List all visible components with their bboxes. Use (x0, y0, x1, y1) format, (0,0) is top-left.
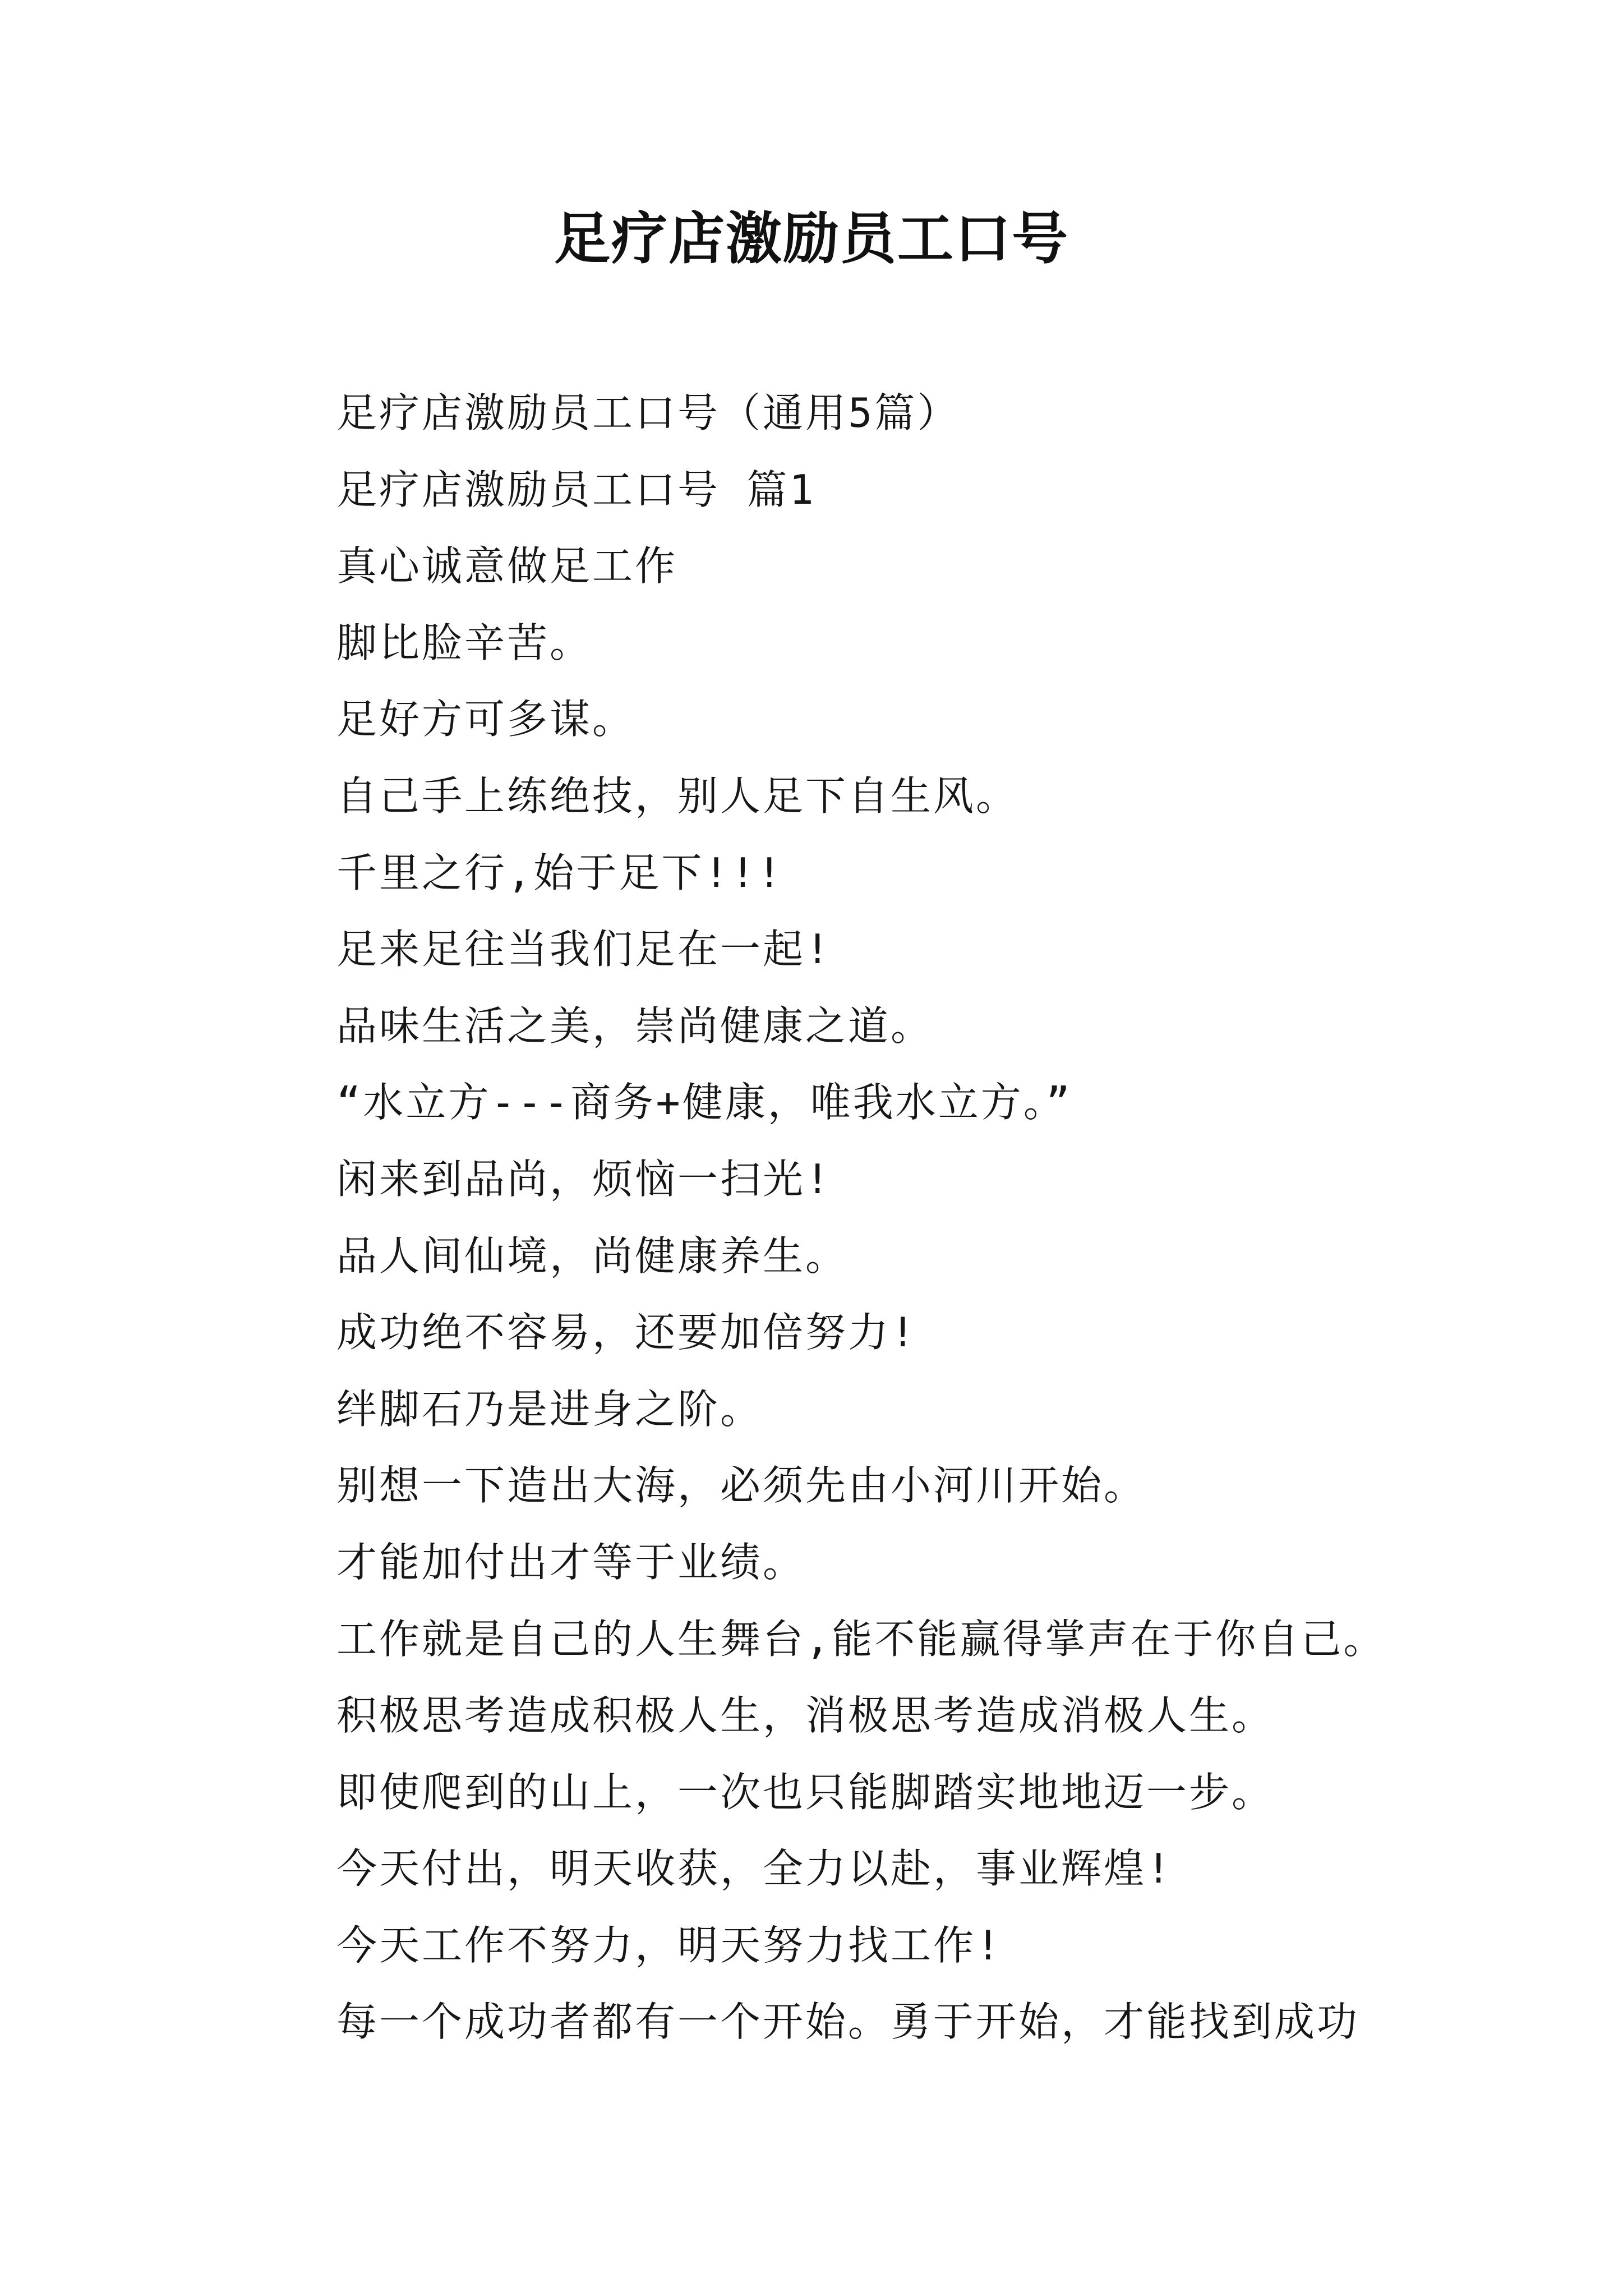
body-line: 品味生活之美，崇尚健康之道。 (336, 1002, 934, 1050)
document-title: 足疗店激励员工口号 (554, 205, 1069, 272)
body-line: 足疗店激励员工口号 篇1 (336, 466, 816, 513)
body-line: 工作就是自己的人生舞台,能不能赢得掌声在于你自己。 (336, 1615, 1386, 1663)
body-line: 足来足往当我们足在一起! (336, 926, 832, 973)
body-line: 每一个成功者都有一个开始。勇于开始，才能找到成功 (336, 1998, 1360, 2046)
body-line: 今天工作不努力，明天努力找工作! (336, 1921, 1003, 1969)
document-body (336, 375, 1430, 2060)
body-line: 今天付出，明天收获，全力以赴，事业辉煌! (336, 1845, 1173, 1893)
body-line: 成功绝不容易，还要加倍努力! (336, 1309, 917, 1356)
body-line: 自己手上练绝技，别人足下自生风。 (336, 772, 1019, 820)
body-line: 足好方可多谋。 (336, 696, 635, 743)
body-line: 足疗店激励员工口号（通用5篇） (336, 389, 960, 436)
body-line: 真心诚意做足工作 (336, 542, 678, 590)
body-line: 别想一下造出大海，必须先由小河川开始。 (336, 1462, 1147, 1510)
body-line: 绊脚石乃是进身之阶。 (336, 1385, 763, 1433)
body-line: 即使爬到的山上，一次也只能脚踏实地地迈一步。 (336, 1768, 1275, 1816)
body-line: 千里之行,始于足下!!! (336, 849, 784, 896)
body-line: 品人间仙境，尚健康养生。 (336, 1232, 849, 1280)
body-line: 脚比脸辛苦。 (336, 619, 593, 666)
body-line: 积极思考造成积极人生，消极思考造成消极人生。 (336, 1692, 1275, 1740)
body-line: 闲来到品尚，烦恼一扫光! (336, 1155, 832, 1203)
body-line: 才能加付出才等于业绩。 (336, 1538, 806, 1586)
body-line: “水立方---商务+健康，唯我水立方。” (336, 1079, 1073, 1126)
